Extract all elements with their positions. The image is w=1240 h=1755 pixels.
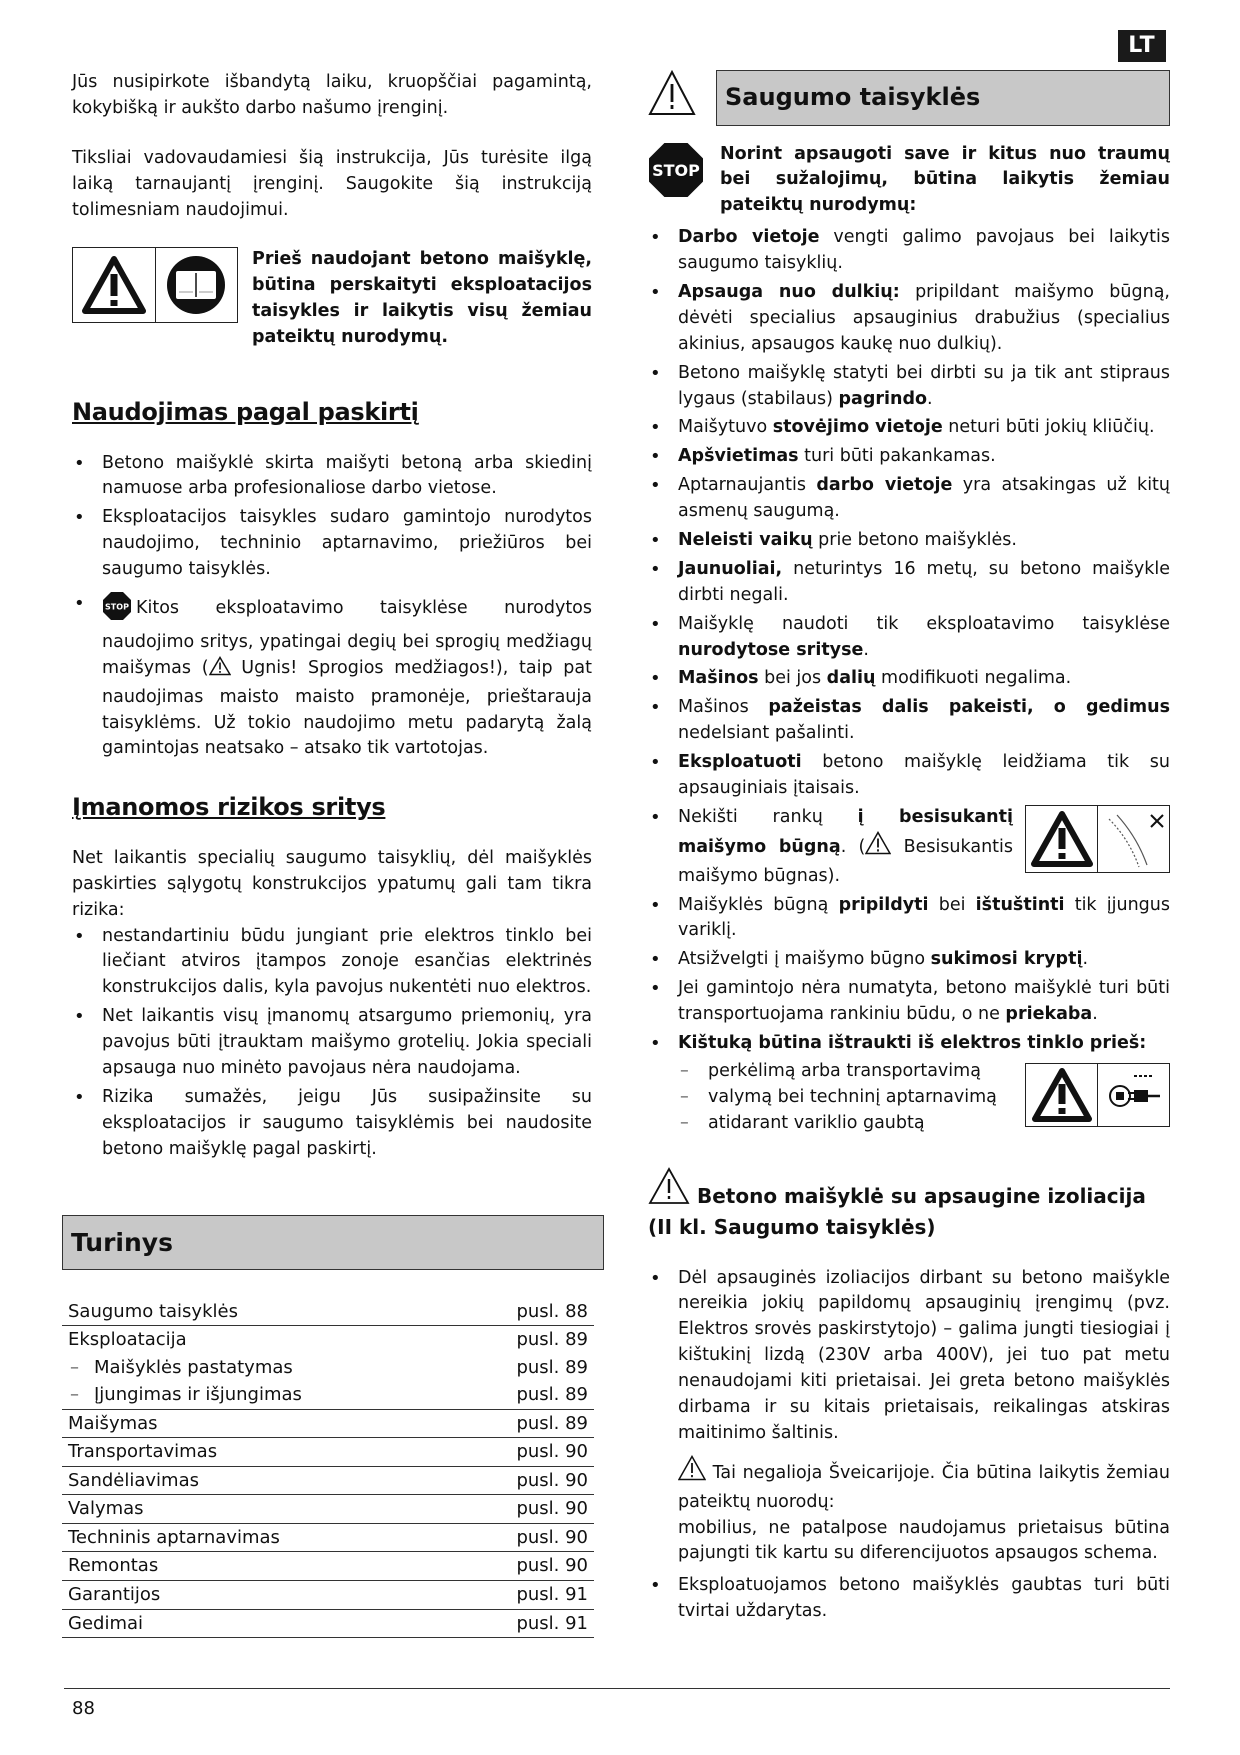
drum-pictogram-box <box>1025 805 1170 873</box>
toc-row <box>62 1381 594 1409</box>
toc-page: pusl. 90 <box>504 1438 594 1467</box>
warning-triangle-icon <box>678 1455 706 1490</box>
list-item <box>648 415 1170 441</box>
toc-label: Gedimai <box>62 1609 504 1638</box>
list-item <box>648 1266 1170 1568</box>
list-item <box>648 805 1170 890</box>
list-item-text: . <box>927 388 933 409</box>
insulation-subtitle: (II kl. Saugumo taisyklės) <box>648 1214 936 1239</box>
toc-row <box>62 1523 594 1552</box>
list-item-text: Betono maišyklę statyti bei dirbti su ja tik ant stipraus lygaus (stabilaus) <box>678 362 1170 409</box>
toc-title: Turinys <box>62 1215 604 1270</box>
list-item-bold: Neleisti vaikų <box>678 529 813 550</box>
stop-warning <box>648 142 1170 220</box>
toc-row <box>62 1354 594 1382</box>
footer-divider <box>64 1688 1170 1689</box>
list-item <box>648 1031 1170 1137</box>
toc-label: Sandėliavimas <box>62 1466 504 1495</box>
toc-row <box>62 1495 594 1524</box>
stop-warning-text: Norint apsaugoti save ir kitus nuo traumų bei sužalojimų, būtina laikytis žemiau pateiktų nurodymų: <box>720 143 1170 216</box>
list-item-text: neturi būti jokių kliūčių. <box>942 417 1155 438</box>
list-item <box>648 695 1170 747</box>
list-item-text: Jei gamintojo nėra numatyta, betono maišyklė turi būti transportuojama rankiniu būdu, o ne <box>678 978 1170 1025</box>
list-item-bold: Eksploatuoti <box>678 752 802 773</box>
toc-row <box>62 1438 594 1467</box>
warning-triangle-icon <box>648 1167 690 1213</box>
toc-page: pusl. 90 <box>504 1552 594 1581</box>
read-manual-icon <box>155 248 238 322</box>
list-item <box>648 473 1170 525</box>
section-intended-use-title: Naudojimas pagal paskirtį <box>72 398 419 427</box>
list-item-text: Maišyklę naudoti tik eksploatavimo taisyklėse <box>678 613 1170 634</box>
list-item <box>648 976 1170 1028</box>
toc-row <box>62 1326 594 1354</box>
list-item-text: Maišytuvo <box>678 417 773 438</box>
stop-sign-text: STOP <box>652 160 700 180</box>
list-item-text: bei <box>928 894 976 915</box>
toc-row <box>62 1298 594 1326</box>
list-item-text: turi būti pakankamas. <box>798 446 996 467</box>
toc-label: Garantijos <box>62 1581 504 1610</box>
stop-sign-icon <box>648 142 704 207</box>
list-item-bold: į besisukantį maišymo būgną <box>678 806 1013 857</box>
left-column <box>68 70 592 1638</box>
toc-label: Remontas <box>62 1552 504 1581</box>
toc-table <box>62 1298 594 1639</box>
unplug-sublist <box>678 1059 1170 1137</box>
toc-page: pusl. 89 <box>504 1381 594 1409</box>
risks-intro: Net laikantis specialių saugumo taisyklių, dėl maišyklės paskirties sąlygotų konstrukcijos ypatumų gali tam tikra rizika: <box>72 847 592 920</box>
insulation-title <box>648 1167 1170 1242</box>
toc-page: pusl. 90 <box>504 1495 594 1524</box>
toc-label: Eksploatacija <box>68 1329 187 1351</box>
list-item <box>648 947 1170 973</box>
warning-triangle-icon <box>865 831 891 864</box>
safety-title: Saugumo taisyklės <box>716 70 1170 126</box>
read-manual-warning <box>72 247 592 351</box>
list-item-bold: pripildyti <box>838 894 929 915</box>
safety-header <box>648 70 1170 126</box>
toc-label: – Įjungimas ir išjungimas <box>62 1381 504 1409</box>
list-item-bold: Apsauga nuo dulkių: <box>678 281 900 302</box>
list-item-text: Nekišti rankų <box>678 806 858 827</box>
list-item-bold: Darbo vietoje <box>678 227 820 248</box>
list-item: • Betono maišyklė skirta maišyti betoną arba skiedinį namuose arba profesionaliose darbo vietose. <box>72 451 592 503</box>
insulation-paragraph: • Dėl apsauginės izoliacijos dirbant su betono maišykle nereikia jokių papildomų apsauginių įrengimų (pvz. Elektros srovės paskirstytojo) – galima jungti tiesiogiai į kištukinį lizdą (230V arba 400V), jei tuo pat metu nenaudojami kiti prietaisai. Jei greta betono maišyklės dirbama ir su kitais prietaisais, reikalingas atskiras maitinimo šaltinis. <box>678 1267 1170 1443</box>
warning-triangle-icon <box>73 248 155 322</box>
list-item <box>72 591 592 762</box>
list-item-bold: pagrindo <box>838 388 928 409</box>
toc-page: pusl. 89 <box>516 1329 588 1351</box>
list-item-bold: nurodytose srityse <box>678 639 864 660</box>
list-item <box>648 893 1170 945</box>
risks-list <box>72 924 592 1163</box>
list-item-bold: sukimosi kryptį <box>930 949 1083 970</box>
list-item-text: pripildant maišymo būgną, dėvėti specialius apsauginius drabužius (specialius akinius, apsaugos kaukę nuo dulkių). <box>678 281 1170 354</box>
list-item: • Eksploatuojamos betono maišyklės gaubtas turi būti tvirtai uždarytas. <box>648 1573 1170 1625</box>
list-item-bold: Apšvietimas <box>678 446 799 467</box>
toc-label: Maišymas <box>62 1409 504 1438</box>
list-item: • Eksploatacijos taisykles sudaro gamintojo nurodytos naudojimo, techninio aptarnavimo, priežiūros bei saugumo taisyklės. <box>72 505 592 583</box>
toc-page: pusl. 91 <box>504 1581 594 1610</box>
list-item-text: . <box>1092 1004 1098 1025</box>
list-item-bold: ištuštinti <box>975 894 1065 915</box>
list-item-bold: pažeistas dalis pakeisti, o gedimus <box>768 697 1171 718</box>
unplug-title: Kištuką būtina ištraukti iš elektros tinklo prieš: <box>678 1033 1147 1054</box>
list-item-text: . <box>863 639 869 660</box>
list-item-text: Ugnis! Sprogios medžiagos!), taip pat naudojimas maisto maisto pramonėje, prieštarauja taisyklėms. Už tokio naudojimo metu padarytą žalą gamintojas neatsako – atsako tik vartotojas. <box>102 657 592 759</box>
list-item-text: . ( <box>840 836 866 857</box>
toc-row <box>62 1552 594 1581</box>
note-text-2: mobilius, ne patalpose naudojamus prietaisus būtina pajungti tik kartu su diferencijuotos apsaugos schema. <box>678 1517 1170 1564</box>
list-item-bold: dalių <box>826 668 876 689</box>
insulation-title-text: Betono maišyklė su apsaugine izoliacija <box>696 1183 1146 1208</box>
toc-page: pusl. 91 <box>504 1609 594 1638</box>
list-item: • nestandartiniu būdu jungiant prie elektros tinklo bei liečiant atviros įtampos zonoje esančias elektrinės konstrukcijos dalis, kyla pavojus nukentėti nuo elektros. <box>72 924 592 1002</box>
intended-use-list <box>72 451 592 763</box>
unplug-list <box>648 1031 1170 1137</box>
toc-row <box>62 1581 594 1610</box>
list-item <box>648 666 1170 692</box>
list-item-bold: Mašinos <box>678 668 759 689</box>
warning-triangle-icon <box>209 656 231 685</box>
list-item-bold: Jaunuoliai, <box>678 558 783 579</box>
toc-label: – Maišyklės pastatymas <box>62 1354 504 1382</box>
list-item-bold: darbo vietoje <box>816 475 953 496</box>
toc-row <box>62 1409 594 1438</box>
insulation-section <box>648 1167 1170 1626</box>
intro-paragraph-2: Tiksliai vadovaudamiesi šią instrukcija, Jūs turėsite ilgą laiką tarnaujantį įrenginį. Saugokite šią instrukciją tolimesniam naudojimui. <box>72 147 592 220</box>
list-item: • Net laikantis visų įmanomų atsargumo priemonių, yra pavojus būti įtrauktam maišymo grotelių. Jokia speciali apsauga nuo minėto pavojaus nėra naudojama. <box>72 1004 592 1082</box>
language-badge: LT <box>1118 30 1166 62</box>
page-number: 88 <box>72 1698 95 1719</box>
sublist-item: – perkėlimą arba transportavimą <box>678 1059 1170 1085</box>
toc-section <box>62 1215 604 1639</box>
list-item-text: Kitos eksploatavimo taisyklėse nurodytos naudojimo sritys, ypatingai degių bei sprogių medžiagų maišymas ( <box>102 597 592 678</box>
toc-label: Techninis aptarnavimas <box>62 1523 504 1552</box>
list-item-text: nedelsiant pašalinti. <box>678 723 855 744</box>
warning-triangle-icon <box>648 70 696 125</box>
list-item-text: prie betono maišyklės. <box>812 529 1017 550</box>
toc-label: Valymas <box>62 1495 504 1524</box>
list-item-text: Aptarnaujantis <box>678 475 817 496</box>
toc-label: Transportavimas <box>62 1438 504 1467</box>
switzerland-note <box>678 1455 1170 1516</box>
safety-rules-list <box>648 225 1170 802</box>
toc-row <box>62 1466 594 1495</box>
list-item <box>648 361 1170 413</box>
toc-page: pusl. 88 <box>504 1298 594 1326</box>
sublist-item: – valymą bei techninį aptarnavimą <box>678 1085 1170 1111</box>
toc-label: Saugumo taisyklės <box>62 1298 504 1326</box>
toc-page: pusl. 90 <box>504 1523 594 1552</box>
section-risks-title: Įmanomos rizikos sritys <box>72 793 386 822</box>
note-text: Tai negalioja Šveicarijoje. Čia būtina laikytis žemiau pateiktų nuorodų: <box>678 1462 1170 1512</box>
warning-triangle-icon <box>1026 806 1097 872</box>
rotating-drum-icon <box>1097 806 1169 872</box>
warning-pictogram-box <box>72 247 238 323</box>
list-item-text: vengti galimo pavojaus bei laikytis saugumo taisyklių. <box>678 227 1170 274</box>
list-item <box>648 528 1170 554</box>
list-item <box>648 750 1170 802</box>
toc-page: pusl. 89 <box>504 1409 594 1438</box>
list-item-bold: priekaba <box>1005 1004 1093 1025</box>
warning-text: Prieš naudojant betono maišyklę, būtina perskaityti eksploatacijos taisykles ir laikytis visų žemiau pateiktų nurodymų. <box>252 249 592 348</box>
list-item: • Rizika sumažės, jeigu Jūs susipažinsite su eksploatacijos ir saugumo taisyklėmis bei naudosite betono maišyklę pagal paskirtį. <box>72 1085 592 1163</box>
list-item <box>648 225 1170 277</box>
list-item <box>648 612 1170 664</box>
list-item-text: betono maišyklę leidžiama tik su apsauginiais įtaisais. <box>678 752 1170 798</box>
list-item-text: modifikuoti negalima. <box>875 668 1072 689</box>
list-item-text: . <box>1082 949 1089 970</box>
list-item-text: neturintys 16 metų, su betono maišykle dirbti negali. <box>678 558 1170 605</box>
sublist-item: – atidarant variklio gaubtą <box>678 1111 1170 1137</box>
toc-row <box>62 1609 594 1638</box>
list-item <box>648 280 1170 358</box>
safety-rules-list-2 <box>648 893 1170 1028</box>
right-column <box>648 70 1170 1628</box>
list-item-text: bei jos <box>758 668 827 689</box>
intro-paragraph-1: Jūs nusipirkote išbandytą laiku, kruopščiai pagamintą, kokybišką ir aukšto darbo našumo įrenginį. <box>72 72 592 118</box>
toc-page: pusl. 90 <box>504 1466 594 1495</box>
list-item <box>648 444 1170 470</box>
list-item-text: Maišyklės būgną <box>678 894 839 915</box>
list-item-text: Mašinos <box>678 697 769 718</box>
insulation-list <box>648 1266 1170 1626</box>
toc-page: pusl. 89 <box>516 1356 588 1378</box>
list-item-text: Besisukantis maišymo būgnas). <box>678 836 1014 886</box>
list-item <box>648 557 1170 609</box>
drum-warning-list <box>648 805 1170 890</box>
stop-sign-text: • STOP <box>105 602 129 612</box>
stop-sign-icon <box>102 591 132 630</box>
list-item-bold: stovėjimo vietoje <box>772 417 943 438</box>
list-item-text: tik įjungus variklį. <box>678 894 1170 941</box>
list-item-text: yra atsakingas už kitų asmenų saugumą. <box>678 475 1171 522</box>
list-item-text: Atsižvelgti į maišymo būgno <box>678 949 931 970</box>
